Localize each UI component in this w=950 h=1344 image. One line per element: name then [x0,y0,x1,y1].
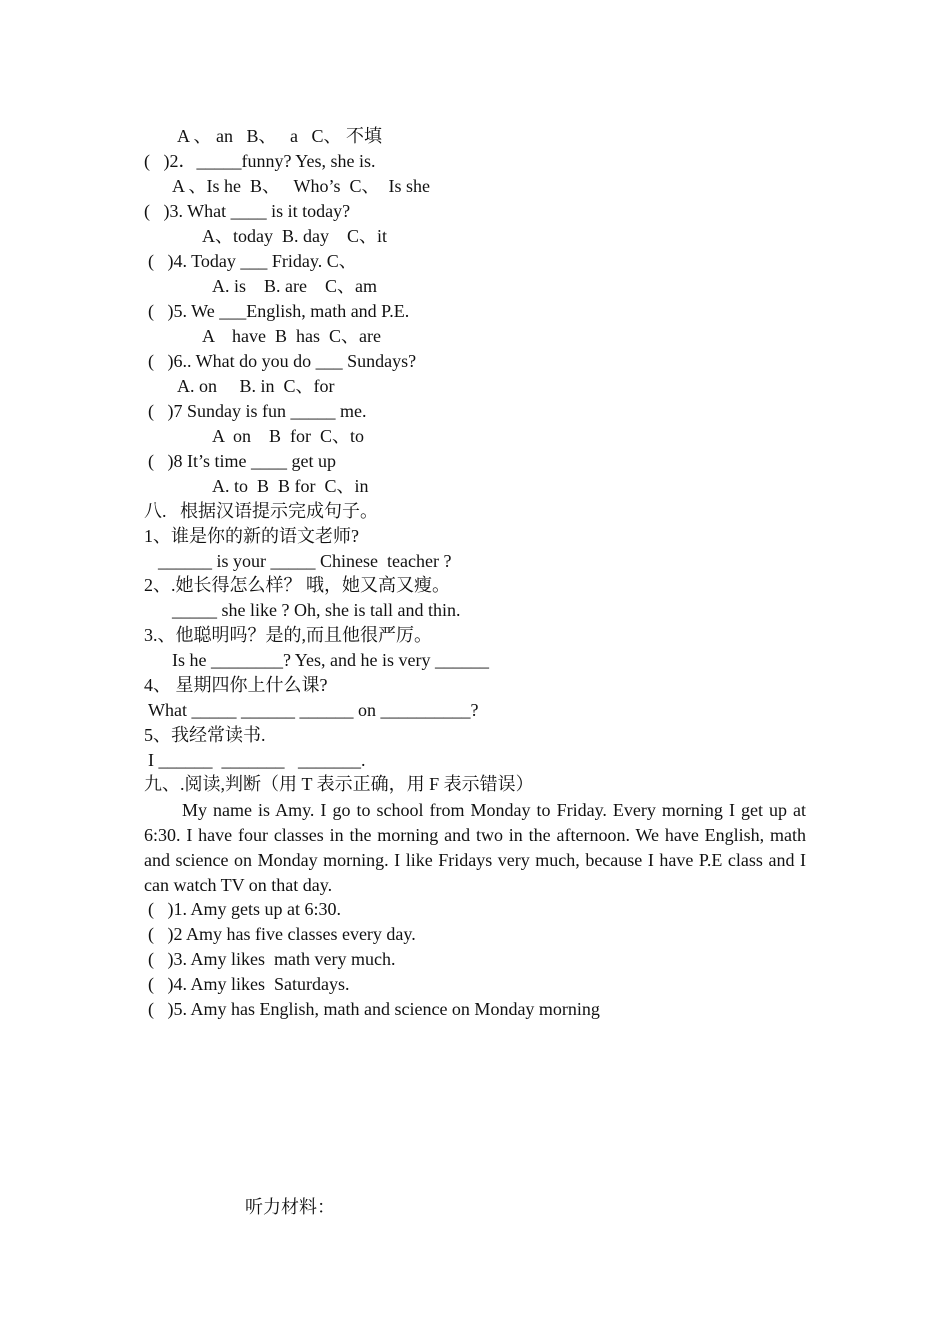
question-8: ( )8 It’s time ____ get up [148,451,336,471]
judgement-2: ( )2 Amy has five classes every day. [148,924,416,944]
section-8-title: 八. 根据汉语提示完成句子。 [144,501,378,521]
judgement-3: ( )3. Amy likes math very much. [148,949,396,969]
question-4: ( )4. Today ___ Friday. C、 [148,251,357,271]
s8-item3-english: Is he ________? Yes, and he is very ______ [172,650,489,670]
question-3: ( )3. What ____ is it today? [144,201,351,221]
q8-options: A. to B B for C、in [212,476,369,496]
q3-options: A、today B. day C、it [202,226,387,246]
s8-item5-chinese: 5、我经常读书. [144,725,266,745]
s8-item5-english: I ______ _______ _______. [148,750,366,770]
section-9-title: 九、.阅读,判断（用 T 表示正确，用 F 表示错误） [144,774,534,794]
question-6: ( )6.. What do you do ___ Sundays? [148,351,417,371]
judgement-5: ( )5. Amy has English, math and science on Monday morning [148,999,600,1019]
s8-item4-chinese: 4、 星期四你上什么课? [144,675,328,695]
s8-item1-english: ______ is your _____ Chinese teacher ? [158,551,452,571]
s8-item4-english: What _____ ______ ______ on __________? [148,700,479,720]
judgement-4: ( )4. Amy likes Saturdays. [148,974,350,994]
s8-item2-english: _____ she like ? Oh, she is tall and thin. [172,600,461,620]
s8-item1-chinese: 1、谁是你的新的语文老师? [144,526,359,546]
question-7: ( )7 Sunday is fun _____ me. [148,401,367,421]
q1-options: A 、 an B、 a C、 不填 [177,126,382,146]
q7-options: A on B for C、to [212,426,365,446]
q2-options: A 、Is he B、 Who’s C、 Is she [172,176,430,196]
question-5: ( )5. We ___English, math and P.E. [148,301,410,321]
judgement-1: ( )1. Amy gets up at 6:30. [148,899,341,919]
q6-options: A. on B. in C、for [177,376,335,396]
question-2: ( )2．_____funny? Yes, she is. [144,151,376,171]
q4-options: A. is B. are C、am [212,276,377,296]
listening-material-title: 听力材料： [245,1197,335,1217]
s8-item2-chinese: 2、.她长得怎么样？ 哦，她又高又瘦。 [144,575,450,595]
reading-passage: My name is Amy. I go to school from Monday to Friday. Every morning I get up at 6:30. I have four classes in the morning and two in the afternoon. We have English, math and science on Monday morning. I like Fridays very much, because I have P.E class and I can watch TV on that day. [144,800,806,895]
q5-options: A have B has C、are [202,326,381,346]
s8-item3-chinese: 3.、他聪明吗？是的,而且他很严厉。 [144,625,432,645]
